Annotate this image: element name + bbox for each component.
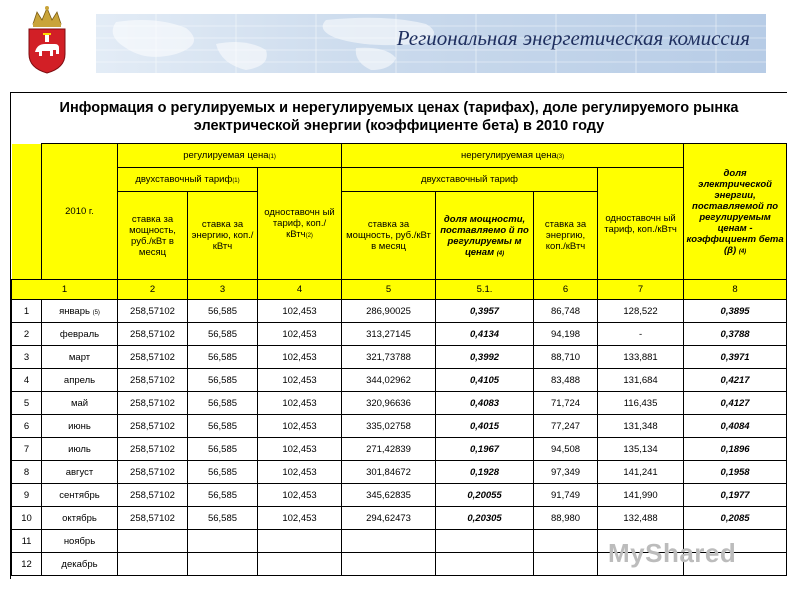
beta-note: (4) (738, 248, 747, 255)
cell-c2: 258,57102 (118, 300, 188, 323)
row-number: 4 (12, 369, 42, 392)
cell-c5: 286,90025 (342, 300, 436, 323)
cell-c7: 128,522 (598, 300, 684, 323)
col-number-7: 7 (598, 280, 684, 300)
cell-c51: 0,4083 (436, 392, 534, 415)
month-label: август (65, 466, 94, 478)
cell-c4 (258, 530, 342, 553)
cell-c6: 97,349 (534, 461, 598, 484)
two-part-reg-label: двухставочный тариф (135, 174, 233, 185)
tariff-table (11, 143, 787, 576)
cell-c6 (534, 553, 598, 576)
document-title (11, 99, 787, 135)
table-row (12, 392, 787, 415)
month-label: декабрь (61, 558, 98, 570)
capacity-rate-header: ставка за мощность, руб./кВт в месяц (118, 192, 188, 280)
month-cell (42, 530, 118, 553)
regulated-note: (1) (268, 154, 276, 160)
cell-c5: 344,02962 (342, 369, 436, 392)
col-number-5: 5 (342, 280, 436, 300)
col-number-6: 6 (534, 280, 598, 300)
cell-c7: 133,881 (598, 346, 684, 369)
month-cell (42, 553, 118, 576)
month-cell (42, 323, 118, 346)
table-row (12, 300, 787, 323)
row-number: 11 (12, 530, 42, 553)
cell-c3: 56,585 (188, 346, 258, 369)
table-row (12, 346, 787, 369)
cell-c8: 0,4084 (684, 415, 787, 438)
cell-c5: 345,62835 (342, 484, 436, 507)
cell-c4: 102,453 (258, 369, 342, 392)
beta-header (684, 144, 787, 280)
cell-c51: 0,20055 (436, 484, 534, 507)
cell-c5 (342, 553, 436, 576)
row-number: 1 (12, 300, 42, 323)
capacity-share-note: (4) (496, 250, 505, 257)
cell-c3: 56,585 (188, 438, 258, 461)
cell-c5: 313,27145 (342, 323, 436, 346)
month-cell (42, 438, 118, 461)
cell-c8: 0,1896 (684, 438, 787, 461)
cell-c2 (118, 553, 188, 576)
table-row (12, 323, 787, 346)
cell-c51: 0,4015 (436, 415, 534, 438)
cell-c6: 83,488 (534, 369, 598, 392)
cell-c8: 0,2085 (684, 507, 787, 530)
cell-c6 (534, 530, 598, 553)
cell-c51: 0,1928 (436, 461, 534, 484)
cell-c5 (342, 530, 436, 553)
cell-c3 (188, 530, 258, 553)
regulated-price-label: регулируемая цена (183, 150, 269, 161)
table-row (12, 369, 787, 392)
cell-c2: 258,57102 (118, 461, 188, 484)
cell-c3: 56,585 (188, 300, 258, 323)
row-number: 9 (12, 484, 42, 507)
cell-c4: 102,453 (258, 300, 342, 323)
cell-c5: 294,62473 (342, 507, 436, 530)
cell-c51 (436, 530, 534, 553)
cell-c3: 56,585 (188, 484, 258, 507)
capacity-share-header (436, 192, 534, 280)
cell-c51: 0,3992 (436, 346, 534, 369)
regulated-price-header (118, 144, 342, 168)
col-number-3: 3 (188, 280, 258, 300)
watermark: MyShared (608, 538, 737, 568)
cell-c4: 102,453 (258, 415, 342, 438)
organization-name: Региональная энергетическая комиссия (396, 26, 750, 50)
year-header: 2010 г. (42, 144, 118, 280)
single-rate-unreg-header: одноставочн ый тариф, коп./кВтч (598, 168, 684, 280)
cell-c3: 56,585 (188, 415, 258, 438)
month-label: апрель (63, 374, 96, 386)
col-number-8: 8 (684, 280, 787, 300)
energy-rate-unreg-header: ставка за энергию, коп./кВтч (534, 192, 598, 280)
cell-c6: 88,710 (534, 346, 598, 369)
cell-c51: 0,4134 (436, 323, 534, 346)
cell-c4 (258, 553, 342, 576)
cell-c51: 0,4105 (436, 369, 534, 392)
table-body (12, 300, 787, 576)
month-label: ноябрь (63, 535, 96, 547)
cell-c2: 258,57102 (118, 507, 188, 530)
cell-c5: 301,84672 (342, 461, 436, 484)
table-row (12, 438, 787, 461)
title-line-2: электрической энергии (коэффициенте бета) в 2010 году (193, 118, 605, 134)
cell-c8: 0,3971 (684, 346, 787, 369)
cell-c2: 258,57102 (118, 392, 188, 415)
cell-c2: 258,57102 (118, 415, 188, 438)
month-label: февраль (59, 328, 100, 340)
cell-c6: 94,198 (534, 323, 598, 346)
month-cell (42, 461, 118, 484)
month-label: июнь (68, 420, 91, 432)
capacity-rate-unreg-header: ставка за мощность, руб./кВт в месяц (342, 192, 436, 280)
month-cell (42, 415, 118, 438)
cell-c7: 131,684 (598, 369, 684, 392)
header-banner (96, 14, 766, 73)
cell-c2: 258,57102 (118, 323, 188, 346)
cell-c3: 56,585 (188, 369, 258, 392)
coat-of-arms-icon (25, 4, 69, 74)
row-number: 8 (12, 461, 42, 484)
month-cell (42, 392, 118, 415)
month-label: июль (68, 443, 91, 455)
cell-c51: 0,3957 (436, 300, 534, 323)
cell-c7: 116,435 (598, 392, 684, 415)
capacity-share-label: доля мощности, поставляемо й по регулируемы м ценам (440, 213, 529, 258)
title-line-1: Информация о регулируемых и нерегулируемых ценах (тарифах), доле регулируемого рынка (59, 100, 739, 116)
month-cell (42, 346, 118, 369)
cell-c6: 88,980 (534, 507, 598, 530)
month-cell (42, 507, 118, 530)
single-rate-reg-header (258, 168, 342, 280)
single-rate-reg-note: (2) (305, 233, 313, 239)
month-label: январь (59, 305, 90, 317)
cell-c2: 258,57102 (118, 369, 188, 392)
table-row (12, 507, 787, 530)
row-number: 10 (12, 507, 42, 530)
cell-c6: 71,724 (534, 392, 598, 415)
cell-c5: 335,02758 (342, 415, 436, 438)
cell-c6: 91,749 (534, 484, 598, 507)
month-cell (42, 369, 118, 392)
row-number: 7 (12, 438, 42, 461)
two-part-tariff-reg-header (118, 168, 258, 192)
cell-c3: 56,585 (188, 392, 258, 415)
cell-c3: 56,585 (188, 323, 258, 346)
row-number: 2 (12, 323, 42, 346)
row-number: 12 (12, 553, 42, 576)
cell-c5: 271,42839 (342, 438, 436, 461)
header-corner-cell (12, 144, 42, 280)
unregulated-price-label: нерегулируемая цена (460, 150, 557, 161)
energy-rate-header: ставка за энергию, коп./кВтч (188, 192, 258, 280)
cell-c5: 320,96636 (342, 392, 436, 415)
cell-c3: 56,585 (188, 507, 258, 530)
cell-c2: 258,57102 (118, 438, 188, 461)
cell-c4: 102,453 (258, 438, 342, 461)
row-number: 6 (12, 415, 42, 438)
cell-c8: 0,4217 (684, 369, 787, 392)
unregulated-note: (3) (556, 154, 565, 160)
cell-c8: 0,3895 (684, 300, 787, 323)
table-row (12, 484, 787, 507)
cell-c6: 94,508 (534, 438, 598, 461)
beta-header-label: доля электрической энергии, поставляемой по регулируемым ценам - коэффициент бета (β) (686, 167, 784, 256)
month-label: май (70, 397, 89, 409)
cell-c3: 56,585 (188, 461, 258, 484)
cell-c6: 86,748 (534, 300, 598, 323)
month-label: март (68, 351, 91, 363)
cell-c5: 321,73788 (342, 346, 436, 369)
document-frame (10, 92, 787, 579)
two-part-note: (1) (232, 178, 240, 184)
col-number-4: 4 (258, 280, 342, 300)
cell-c7: 131,348 (598, 415, 684, 438)
cell-c7: 132,488 (598, 507, 684, 530)
cell-c4: 102,453 (258, 507, 342, 530)
cell-c4: 102,453 (258, 323, 342, 346)
cell-c2 (118, 530, 188, 553)
cell-c8: 0,1958 (684, 461, 787, 484)
cell-c7: - (598, 323, 684, 346)
single-rate-reg-label: одноставочн ый тариф, коп./кВтч (264, 207, 335, 240)
table-row (12, 461, 787, 484)
month-label: октябрь (62, 512, 97, 524)
cell-c4: 102,453 (258, 484, 342, 507)
col-number-5-1: 5.1. (436, 280, 534, 300)
month-cell (42, 484, 118, 507)
cell-c4: 102,453 (258, 392, 342, 415)
column-number-row (12, 280, 787, 300)
col-number-1: 1 (12, 280, 118, 300)
cell-c51 (436, 553, 534, 576)
cell-c4: 102,453 (258, 346, 342, 369)
cell-c51: 0,20305 (436, 507, 534, 530)
row-number: 3 (12, 346, 42, 369)
two-part-tariff-unreg-header: двухставочный тариф (342, 168, 598, 192)
cell-c7: 135,134 (598, 438, 684, 461)
cell-c2: 258,57102 (118, 346, 188, 369)
cell-c6: 77,247 (534, 415, 598, 438)
cell-c8: 0,1977 (684, 484, 787, 507)
cell-c7: 141,241 (598, 461, 684, 484)
unregulated-price-header (342, 144, 684, 168)
cell-c3 (188, 553, 258, 576)
col-number-2: 2 (118, 280, 188, 300)
cell-c7: 141,990 (598, 484, 684, 507)
cell-c8: 0,4127 (684, 392, 787, 415)
month-label: сентябрь (59, 489, 100, 501)
cell-c51: 0,1967 (436, 438, 534, 461)
cell-c4: 102,453 (258, 461, 342, 484)
cell-c2: 258,57102 (118, 484, 188, 507)
row-number: 5 (12, 392, 42, 415)
month-cell (42, 300, 118, 323)
table-row (12, 415, 787, 438)
cell-c8: 0,3788 (684, 323, 787, 346)
month-note: (5) (92, 309, 100, 316)
